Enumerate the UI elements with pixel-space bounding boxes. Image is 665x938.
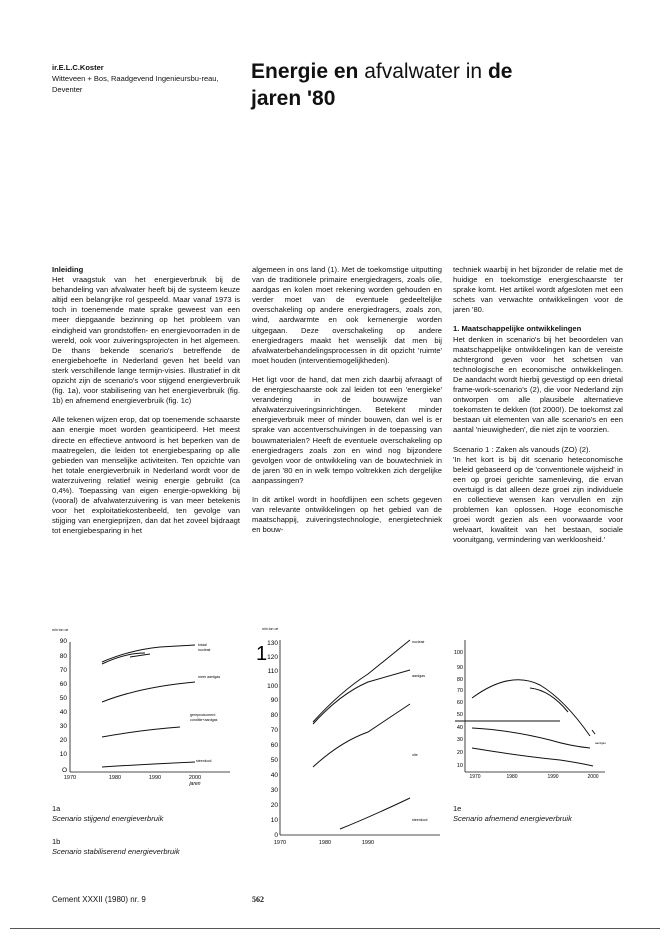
fig-b-ytick: 20 [270,802,278,809]
fig-b-xtick: 1970 [273,840,287,846]
fig-b-ytick: 50 [270,757,278,764]
footer-journal: Cement XXXII (1980) nr. 9 [52,895,146,904]
paragraph: Scenario 1 : Zaken als vanouds (ZO) (2). [453,444,591,454]
paragraph: Het denken in scenario's bij het beoordelen van maatschappelijke ontwikkelingen kan de vereiste achtergrond geven voor het schetsen van technologische en economische ontwikkelingen. De aandacht wordt hierbij gevestigd op een drietal frame-work-scenario's (2), die voor Nederland zijn ontworpen om alle plausibele alternatieve toekomsten te dekken (tot 2000!). De toekomst zal bestaan uit elementen van alle scenario's en een aantal 'nieuwigheden', die niet zijn te voorzien. [453,334,623,435]
fig-b-xtick: 1990 [361,840,375,846]
fig-a-label: gereproduceerd [190,713,216,717]
fig-c-ytick: 30 [456,737,463,743]
fig-c-ytick: 50 [456,712,463,718]
fig-b-label: steenkool [412,818,428,822]
fig-b-unit: mln ton oe [262,627,279,631]
fig-a-ytick: O [61,767,67,774]
fig-a-ytick: 40 [59,709,67,716]
author-affiliation: Witteveen + Bos, Raadgevend Ingenieursbu-reau, Deventer [52,74,219,94]
section-heading-intro: Inleiding [52,265,84,274]
fig-b-ytick: 90 [270,697,278,704]
text-column-2 [252,265,442,544]
fig-a-ytick: 60 [59,681,67,688]
fig-b-line-olie [313,704,410,767]
fig-b-ytick: 100 [267,683,278,690]
fig-b-ytick: 70 [270,727,278,734]
title-part-1: Energie en [251,60,359,83]
fig-a-xtick: 1970 [63,775,77,781]
fig-b-line-steenkool [340,798,410,829]
fig-c-ytick: 80 [456,677,463,683]
fig-c-ytick: 70 [456,688,463,694]
fig-c-ytick: 90 [456,665,463,671]
page-title [251,58,621,112]
fig-b-ytick: 10 [270,817,278,824]
caption-number: 1b [52,837,61,846]
figure-caption-1c [453,804,572,824]
fig-b-label: nucleair [412,640,425,644]
fig-a-line-aardgas [102,682,195,702]
fig-c-ytick: 20 [456,750,463,756]
fig-b-label: aardgas [412,674,425,678]
text-column-1 [52,265,240,545]
figure-1c [440,630,640,780]
fig-b-label: olie [412,753,418,757]
figure-1a [30,622,250,792]
fig-a-ytick: 70 [59,667,67,674]
fig-b-ytick: 0 [274,832,278,839]
author-block [52,62,242,95]
fig-a-line-conditie [102,727,180,737]
figure-caption-1a [52,804,163,824]
fig-c-xtick: 1990 [547,774,559,780]
caption-text: Scenario afnemend energieverbruik [453,814,572,823]
paragraph: Het vraagstuk van het energieverbruik bij de behandeling van afvalwater heeft bij de systeem keuze altijd een belangrijke rol gespeeld. Maar vanaf 1973 is toch in toenemende mate sprake geweest van een meer diepgaande bezinning op het probleem van eindigheid van grondstoffen- en energievoorraden in de wereld, ook voor zuiveringsprojecten in het algemeen. De thans bekende scenario's betreffende de energiebehoefte in Nederland geven het beeld van sterk verschillende lange termijn-visies. Illustratief in dit opzicht zijn de scenario's voor stijgend energieverbruik (fig. 1a), voor stabilisering van het energieverbruik (fig. 1b) en afnemend energieverbruik (fig. 1c) [52,275,240,406]
fig-a-label: conditie+aardgas [190,718,218,722]
fig-a-label: nucleair [198,648,211,652]
fig-c-line-bottom [472,748,593,766]
fig-c-xtick: 1970 [469,774,481,780]
fig-a-xtick: 1990 [148,775,162,781]
section-heading-1: 1. Maatschappelijke ontwikkelingen [453,324,582,334]
fig-c-xtick: 1980 [506,774,518,780]
figure-1b [250,622,450,852]
fig-b-ytick: 30 [270,787,278,794]
text-column-3 [453,265,623,554]
caption-text: Scenario stabiliserend energieverbruik [52,847,180,856]
fig-a-ytick: 90 [59,638,67,645]
title-part-2: afvalwater in [358,60,488,83]
caption-text: Scenario stijgend energieverbruik [52,814,164,823]
paragraph: algemeen in ons land (1). Met de toekomstige uitputting van de traditionele primaire energiedragers, zoals olie, aardgas en kolen moet rekening worden gehouden en verder moet van de eventuele gedeeltelijke overschakeling op andere energiedragers, zoals zon, wind, aardwarmte en ook kernenergie worden uitgegaan. Deze overschakeling op andere energiedragers maakt het wenselijk dat men bij afvalwaterbehandelingsprocessen in dit opzicht 'ruimte' moet houden (interventiemogelijkheden). [252,265,442,365]
fig-b-ytick: 130 [267,640,278,647]
fig-a-ytick: 50 [59,695,67,702]
fig-c-xtick: 2000 [587,774,599,780]
fig-a-xtick: 2000 [188,775,202,781]
caption-number: 1e [453,804,462,813]
paragraph: 'In het kort is bij dit scenario heteconomische beleid gebaseerd op de 'conventionele wijsheid' in een op groei gerichte samenleving, die ervan overtuigd is dat alleen deze groei zijn individuele en collectieve wensen kan vervullen en zijn problemen kan oplossen. Hoge economische groei wordt gezien als een voorwaarde voor welvaart, kwaliteit van het bestaan, sociale vooruitgang, vermindering van werkloosheid.' [453,454,623,545]
fig-a-ytick: 20 [59,737,67,744]
fig-c-tick-mark [592,730,595,734]
fig-c-ytick: 100 [453,650,463,656]
title-part-4: jaren '80 [251,87,336,110]
fig-b-ytick: 40 [270,772,278,779]
caption-number: 1a [52,804,61,813]
fig-a-ytick: 80 [59,653,67,660]
footer-rule [10,928,660,929]
fig-b-ytick: 60 [270,742,278,749]
paragraph: Het ligt voor de hand, dat men zich daarbij afvraagt of de energieschaarste ook zal leiden tot een 'energieke' verandering in de bouwwijze van afvalwaterzuiveringsinrichtingen. Betekent minder energieverbruik meer of minder bouwen, dan wel is er sprake van accentverschuivingen in de toepassing van bouwmaterialen? Heeft de eventuele overschakeling op energiedragers zoals zon en wind nog bijzondere gevolgen voor de ontwikkeling van de bouwtechniek in de jaren '80 en in welk tempo voltrekken zich dergelijke aanpassingen? [252,374,442,485]
fig-c-label: aardgas [595,741,606,745]
fig-a-ytick: 30 [59,723,67,730]
fig-a-xtick: 1980 [108,775,122,781]
fig-b-xtick: 1980 [318,840,332,846]
fig-c-line-middle [472,728,590,748]
author-name: ir.E.L.C.Koster [52,63,104,72]
fig-a-line-totaal [102,645,195,662]
fig-a-label: meer aardgas [198,675,221,679]
paragraph: techniek waarbij in het bijzonder de relatie met de huidige en toekomstige energieschaarste ter sprake komt. Het artikel wordt afgesloten met een schets van verwachte ontwikkelingen voor de jaren '80. [453,265,623,315]
fig-c-ytick: 60 [456,700,463,706]
fig-a-label: totaal [198,643,207,647]
fig-a-label: steenkool [196,759,212,763]
fig-b-ytick: 80 [270,712,278,719]
page-number: 562 [252,895,264,904]
figure-caption-1b [52,837,180,857]
fig-a-line-steenkool [102,762,195,767]
fig-c-ytick: 10 [456,763,463,769]
fig-b-ytick: 120 [267,654,278,661]
fig-b-ytick: 110 [267,668,278,675]
paragraph: Alle tekenen wijzen erop, dat op toenemende schaarste aan energie moet worden geanticipeerd. Het meest directe en effectieve antwoord is het beperken van de maatregelen, die leiden tot energiebesparing op alle gebieden van menselijke activiteiten. Ten opzichte van het totale energieverbruik in Nederland wordt voor de waterzuivering relatief weinig energie gebruikt (ca 0,4%). Toepassing van eigen energie-opwekking bij (vooral) de afvalwaterzuivering is van meer betekenis voor het exploitatiekostenbeeld, ten gevolge van stijging van energieprijzen, dan dat het zoveel bijdraagt tot energiebesparing in het [52,415,240,536]
paragraph: In dit artikel wordt in hoofdlijnen een schets gegeven van relevante ontwikkelingen op het gebied van de maatschappij, zuiveringstechnologie, energietechniek en bouw- [252,494,442,535]
fig-a-ytick: 10 [59,751,67,758]
fig-c-ytick: 40 [456,725,463,731]
fig-a-unit: mln ton oe [52,628,69,632]
fig-b-ytick-large: 1 [256,643,268,665]
title-part-3: de [487,60,513,83]
fig-a-xlabel: jaren [189,781,201,787]
